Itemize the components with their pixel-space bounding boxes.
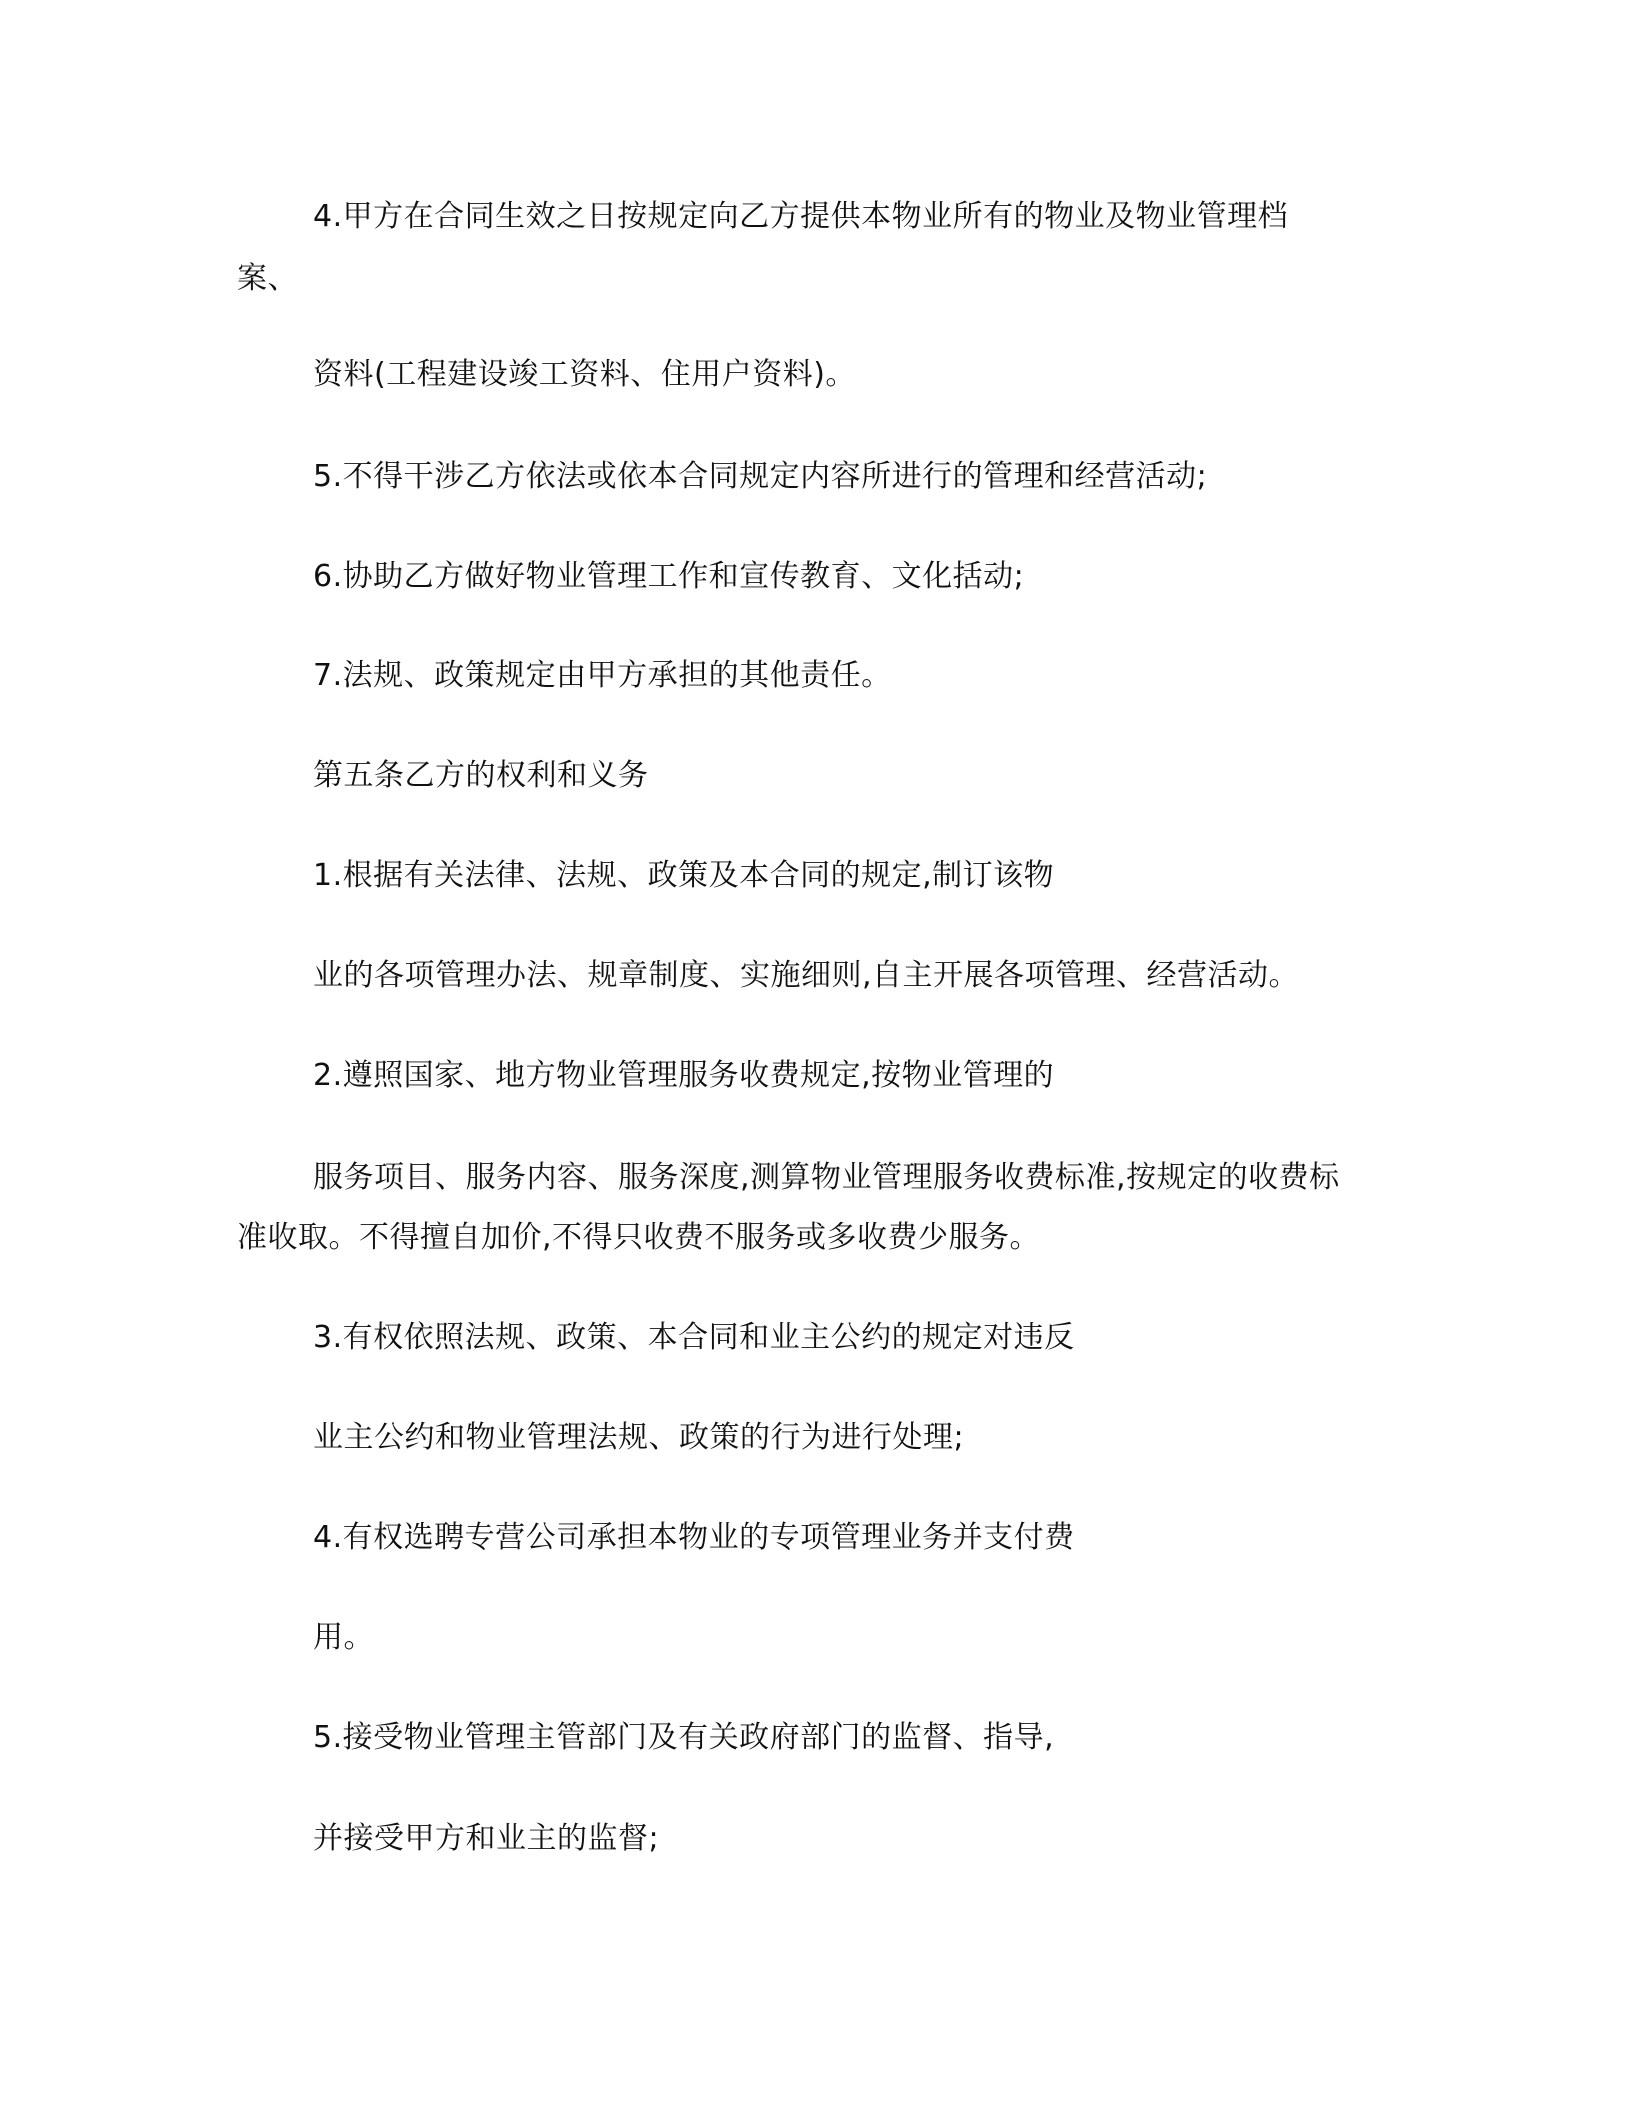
paragraph-line: 2.遵照国家、地方物业管理服务收费规定,按物业管理的 bbox=[313, 1058, 1055, 1093]
paragraph-line: 案、 bbox=[237, 261, 298, 296]
paragraph-line: 1.根据有关法律、法规、政策及本合同的规定,制订该物 bbox=[313, 858, 1055, 893]
paragraph-line: 服务项目、服务内容、服务深度,测算物业管理服务收费标准,按规定的收费标 bbox=[313, 1160, 1340, 1195]
paragraph-line: 7.法规、政策规定由甲方承担的其他责任。 bbox=[313, 658, 892, 693]
paragraph-line: 6.协助乙方做好物业管理工作和宣传教育、文化括动; bbox=[313, 559, 1025, 594]
section-heading: 第五条乙方的权利和义务 bbox=[313, 758, 649, 793]
paragraph-line: 5.不得干涉乙方依法或依本合同规定内容所进行的管理和经营活动; bbox=[313, 459, 1208, 494]
paragraph-line: 4.甲方在合同生效之日按规定向乙方提供本物业所有的物业及物业管理档 bbox=[313, 199, 1289, 234]
paragraph-line: 准收取。不得擅自加价,不得只收费不服务或多收费少服务。 bbox=[237, 1220, 1041, 1255]
paragraph-line: 5.接受物业管理主管部门及有关政府部门的监督、指导, bbox=[313, 1720, 1055, 1755]
paragraph-line: 并接受甲方和业主的监督; bbox=[313, 1821, 660, 1856]
paragraph-line: 业主公约和物业管理法规、政策的行为进行处理; bbox=[313, 1420, 965, 1455]
paragraph-line: 3.有权依照法规、政策、本合同和业主公约的规定对违反 bbox=[313, 1320, 1075, 1355]
paragraph-line: 业的各项管理办法、规章制度、实施细则,自主开展各项管理、经营活动。 bbox=[313, 958, 1300, 993]
paragraph-line: 用。 bbox=[313, 1620, 374, 1655]
paragraph-line: 4.有权选聘专营公司承担本物业的专项管理业务并支付费 bbox=[313, 1520, 1075, 1555]
paragraph-line: 资料(工程建设竣工资料、住用户资料)。 bbox=[313, 357, 856, 392]
